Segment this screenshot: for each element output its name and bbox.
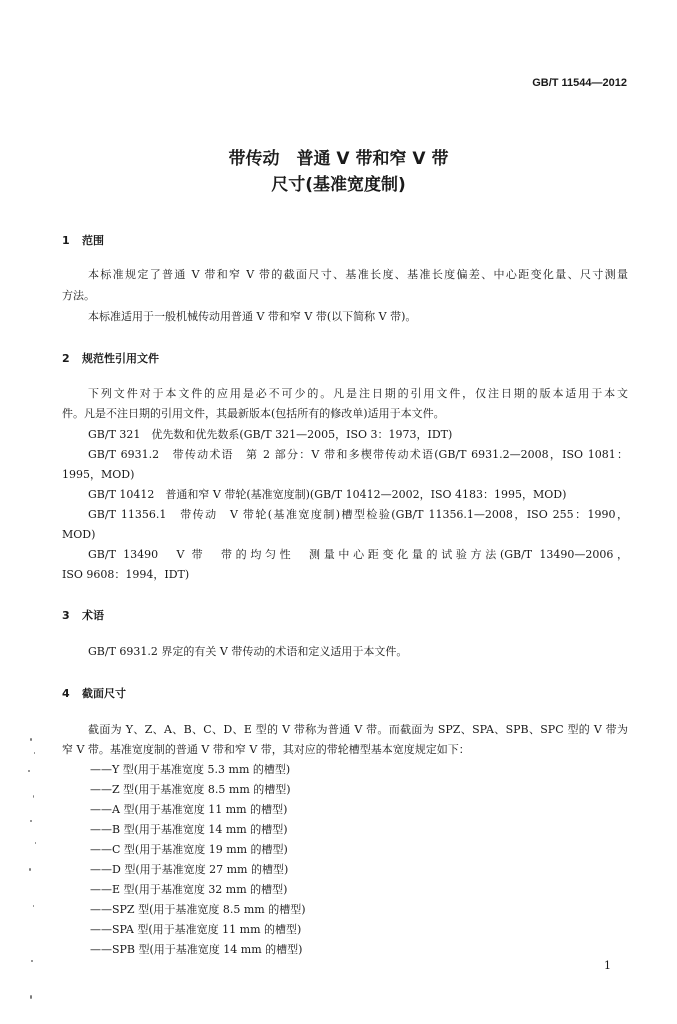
document-subtitle: 尺寸(基准宽度制) [271, 175, 406, 195]
reference-entry: GB/T 10412 普通和窄 V 带轮(基准宽度制)(GB/T 10412—2002，ISO 4183：1995，MOD) [88, 488, 567, 501]
section-number: 1 [62, 234, 70, 247]
reference-entry: GB/T 13490 V 带 带的均匀性 测量中心距变化量的试验方法(GB/T 13490—2006， [88, 548, 628, 561]
paragraph-line: 方法。 [62, 289, 95, 302]
list-item: ——Z 型(用于基准宽度 8.5 mm 的槽型) [90, 783, 291, 796]
list-item: ——D 型(用于基准宽度 27 mm 的槽型) [90, 863, 289, 876]
paragraph-line: 下列文件对于本文件的应用是必不可少的。凡是注日期的引用文件，仅注日期的版本适用于本文 [88, 387, 628, 400]
section-heading-scope [62, 232, 104, 248]
paragraph-line: 本标准适用于一般机械传动用普通 V 带和窄 V 带(以下简称 V 带)。 [88, 310, 417, 323]
reference-entry-continued: ISO 9608：1994，IDT) [62, 568, 190, 581]
list-item: ——Y 型(用于基准宽度 5.3 mm 的槽型) [90, 763, 291, 776]
document-title: 带传动 普通 V 带和窄 V 带 [228, 149, 449, 169]
list-item: ——C 型(用于基准宽度 19 mm 的槽型) [90, 843, 288, 856]
reference-entry-continued: MOD) [62, 528, 96, 541]
list-item: ——A 型(用于基准宽度 11 mm 的槽型) [90, 803, 288, 816]
page-number: 1 [604, 959, 611, 972]
reference-entry-continued: 1995，MOD) [62, 468, 135, 481]
reference-entry: GB/T 11356.1 带传动 V 带轮(基准宽度制)槽型检验(GB/T 11356.1—2008，ISO 255：1990， [88, 508, 628, 521]
paragraph-line: 件。凡是不注日期的引用文件，其最新版本(包括所有的修改单)适用于本文件。 [62, 407, 445, 420]
section-title: 术语 [82, 609, 104, 622]
paragraph-line: 截面为 Y、Z、A、B、C、D、E 型的 V 带称为普通 V 带。而截面为 SPZ、SPA、SPB、SPC 型的 V 带为 [88, 723, 628, 736]
section-number: 3 [62, 609, 70, 622]
standard-code: GB/T 11544—2012 [532, 77, 627, 89]
list-item: ——SPB 型(用于基准宽度 14 mm 的槽型) [90, 943, 303, 956]
section-heading-cross-section [62, 685, 126, 701]
section-heading-terms [62, 607, 104, 623]
section-title: 截面尺寸 [82, 687, 126, 700]
paragraph-line: 本标准规定了普通 V 带和窄 V 带的截面尺寸、基准长度、基准长度偏差、中心距变化量、尺寸测量 [88, 268, 628, 281]
section-title: 规范性引用文件 [82, 352, 159, 365]
section-title: 范围 [82, 234, 104, 247]
section-number: 4 [62, 687, 70, 700]
section-number: 2 [62, 352, 70, 365]
list-item: ——SPZ 型(用于基准宽度 8.5 mm 的槽型) [90, 903, 306, 916]
list-item: ——B 型(用于基准宽度 14 mm 的槽型) [90, 823, 288, 836]
list-item: ——E 型(用于基准宽度 32 mm 的槽型) [90, 883, 288, 896]
section-heading-references [62, 350, 159, 366]
list-item: ——SPA 型(用于基准宽度 11 mm 的槽型) [90, 923, 302, 936]
reference-entry: GB/T 321 优先数和优先数系(GB/T 321—2005，ISO 3：1973，IDT) [88, 428, 453, 441]
paragraph-line: 窄 V 带。基准宽度制的普通 V 带和窄 V 带，其对应的带轮槽型基本宽度规定如下： [62, 743, 470, 756]
reference-entry: GB/T 6931.2 带传动术语 第 2 部分：V 带和多楔带传动术语(GB/T 6931.2—2008，ISO 1081： [88, 448, 628, 461]
paragraph-line: GB/T 6931.2 界定的有关 V 带传动的术语和定义适用于本文件。 [88, 645, 408, 658]
